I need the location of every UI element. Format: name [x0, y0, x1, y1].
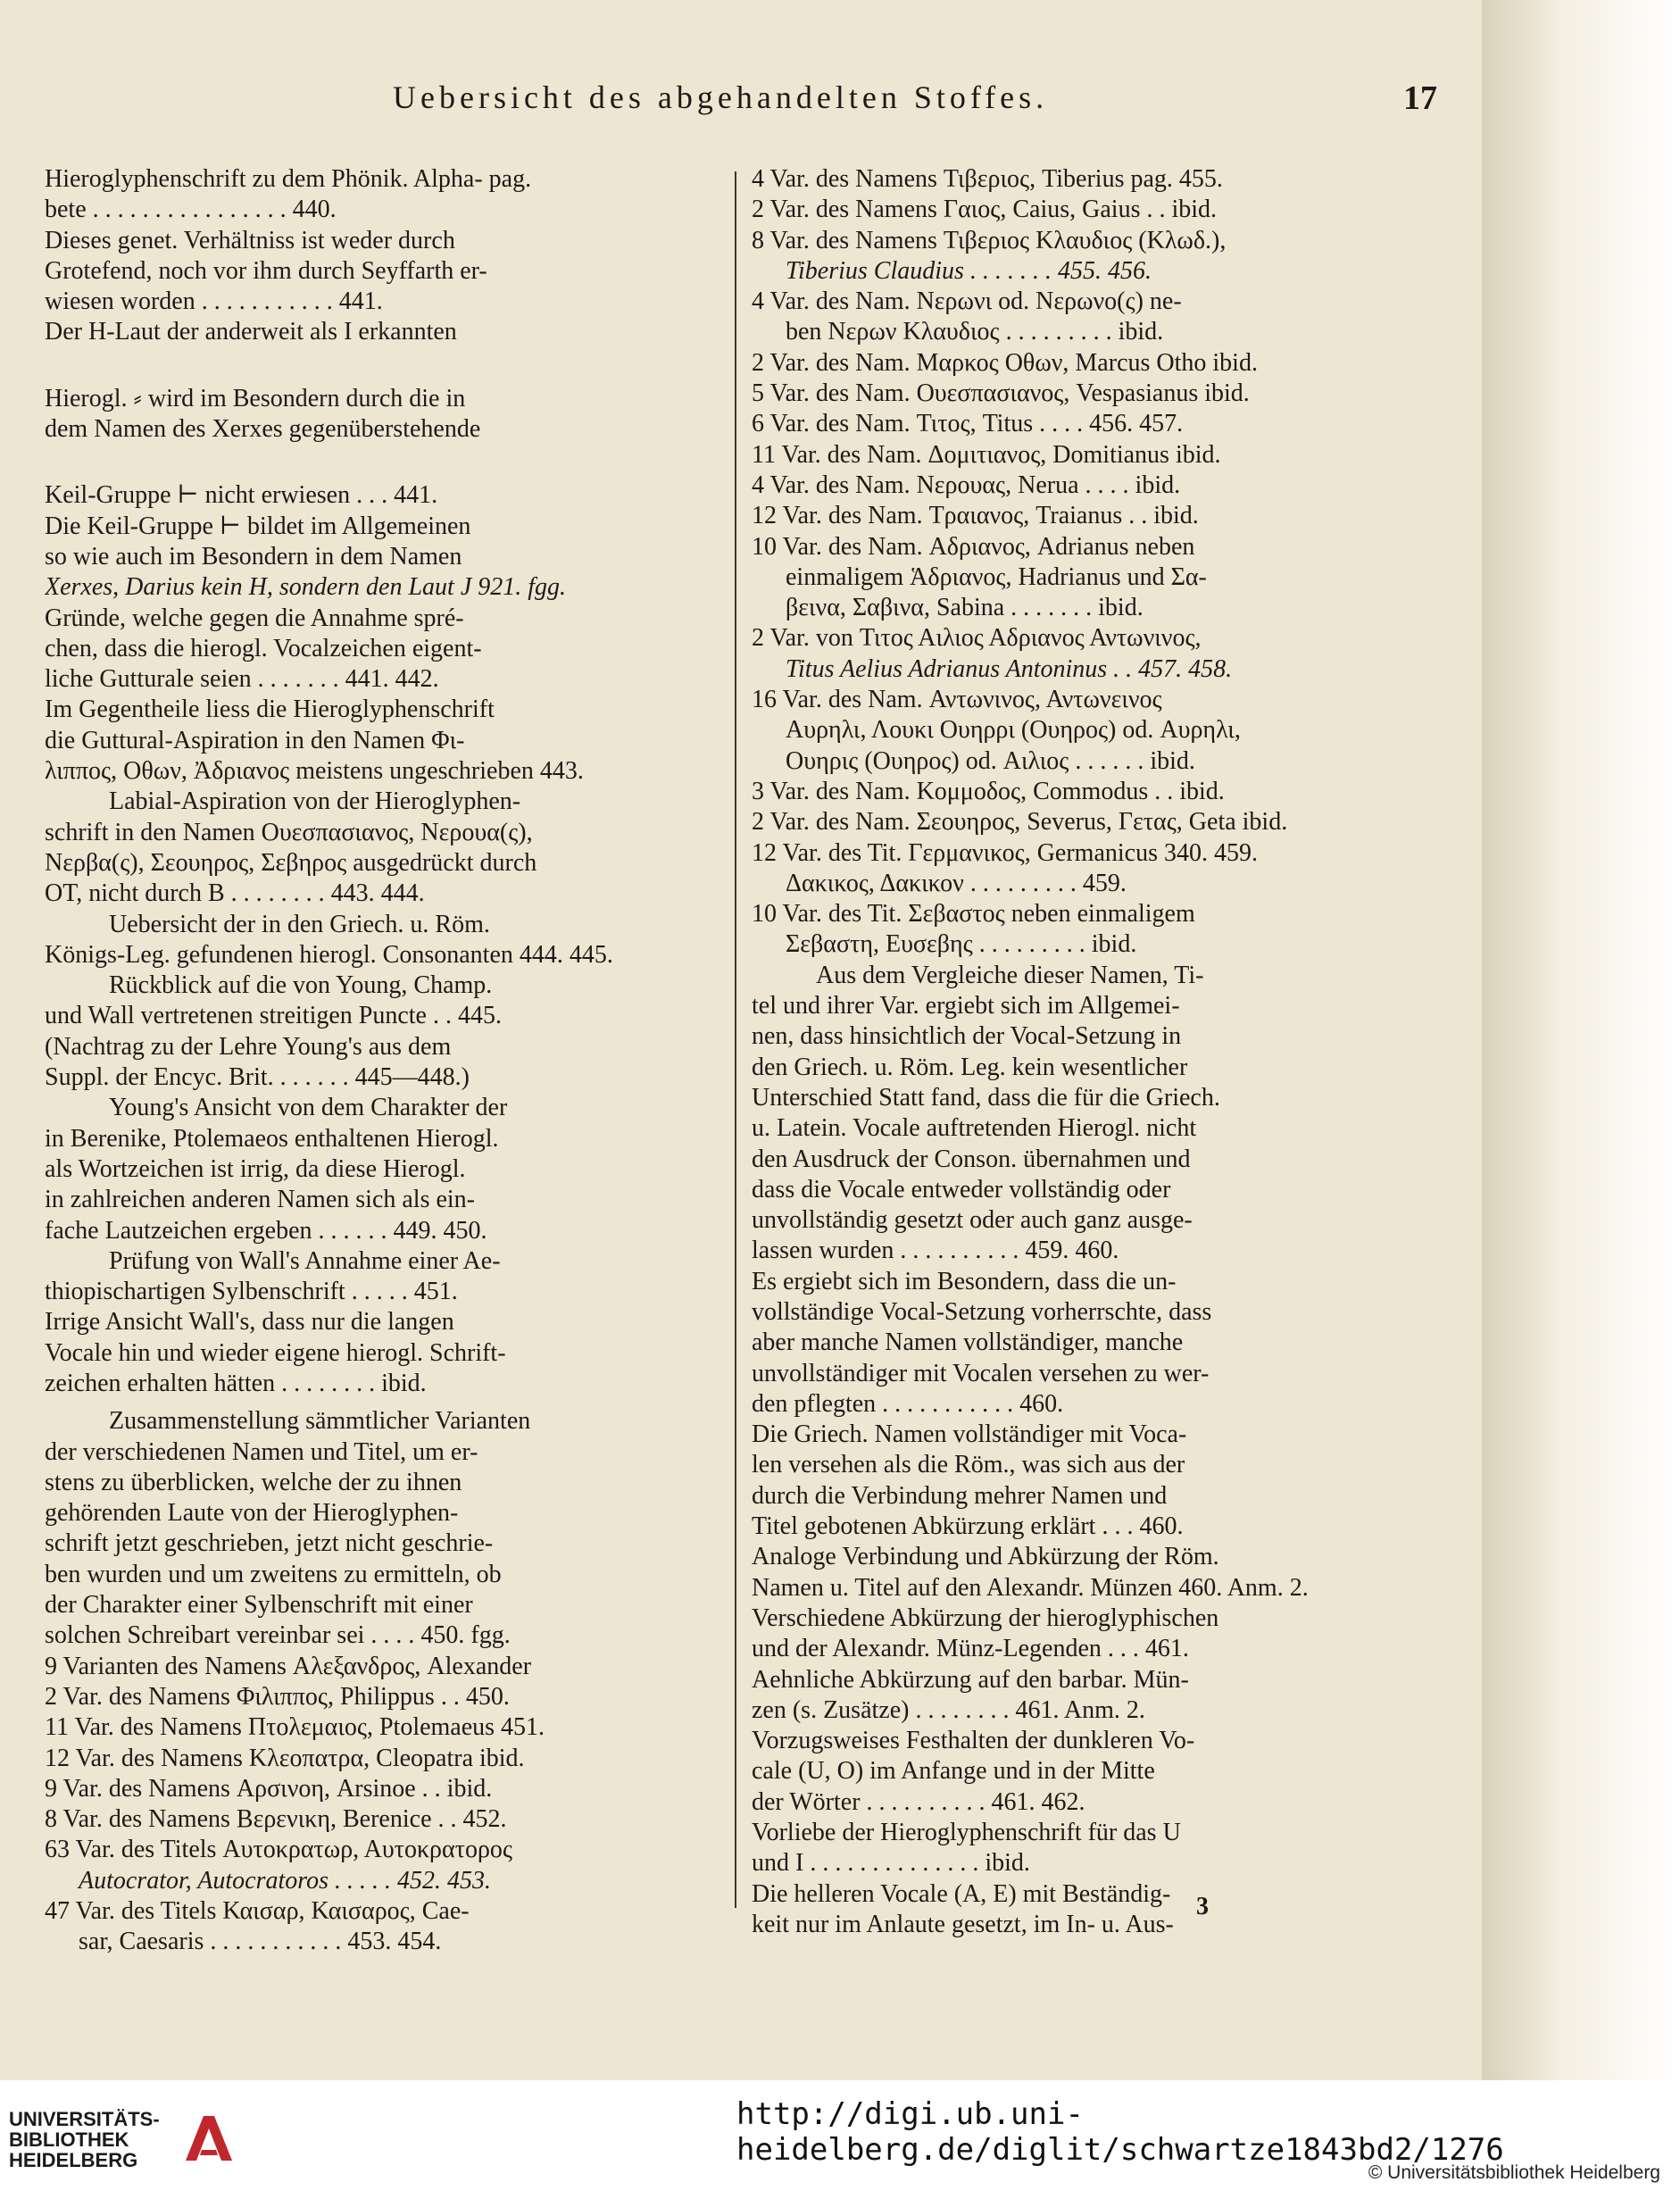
text-line: 9 Var. des Namens Αρσινοη, Arsinoe . . ibid. [45, 1774, 493, 1803]
text-line: die Guttural-Aspiration in den Namen Φι- [45, 726, 465, 754]
library-logo[interactable] [9, 2105, 277, 2195]
text-line: 12 Var. des Namens Κλεοπατρα, Cleopatra ibid. [45, 1744, 525, 1772]
text-line: Autocrator, Autocratoros . . . . . 452. 453. [79, 1866, 492, 1895]
text-line: 12 Var. des Nam. Τραιανος, Traianus . . ibid. [752, 502, 1199, 530]
text-line: βεινα, Σαβινα, Sabina . . . . . . . ibid. [786, 594, 1144, 622]
text-line: OT, nicht durch B . . . . . . . . 443. 444. [45, 879, 425, 908]
text-line: bete . . . . . . . . . . . . . . . . 440. [45, 196, 337, 224]
text-line: 10 Var. des Tit. Σεβαστος neben einmaligem [752, 900, 1195, 929]
text-line: Im Gegentheile liess die Hieroglyphenschrift [45, 696, 495, 724]
text-line: Suppl. der Encyc. Brit. . . . . . . 445—448.) [45, 1063, 470, 1092]
permalink-url[interactable]: http://digi.ub.uni-heidelberg.de/diglit/schwartze1843bd2/1276 [736, 2096, 1504, 2168]
text-line: 8 Var. des Namens Τιβεριος Κλαυδιος (Κλωδ.), [752, 226, 1227, 254]
text-line: Prüfung von Wall's Annahme einer Ae- [109, 1246, 501, 1275]
text-line: wiesen worden . . . . . . . . . . . 441. [45, 287, 383, 316]
text-line: der verschiedenen Namen und Titel, um er- [45, 1437, 478, 1466]
text-line: sar, Caesaris . . . . . . . . . . . 453. 454. [79, 1928, 442, 1956]
text-line: unvollständig gesetzt oder auch ganz ausge- [752, 1206, 1193, 1235]
text-line: Young's Ansicht von dem Charakter der [109, 1094, 508, 1122]
text-line: so wie auch im Besondern in dem Namen [45, 542, 462, 571]
text-line: einmaligem Ἁδριανος, Hadrianus und Σα- [786, 562, 1207, 591]
logo-line: UNIVERSITÄTS- [9, 2108, 160, 2130]
text-line: Die Griech. Namen vollständiger mit Voca- [752, 1420, 1187, 1449]
text-line: Hieroglyphenschrift zu dem Phönik. Alpha- pag. [45, 165, 532, 193]
text-line: der Wörter . . . . . . . . . . 461. 462. [752, 1787, 1085, 1816]
text-line: keit nur im Anlaute gesetzt, im In- u. Aus- [752, 1910, 1174, 1938]
text-line: gehörenden Laute von der Hieroglyphen- [45, 1499, 459, 1528]
text-line: thiopischartigen Sylbenschrift . . . . . 451. [45, 1278, 458, 1306]
text-line: der Charakter einer Sylbenschrift mit einer [45, 1591, 473, 1620]
text-line: Vocale hin und wieder eigene hierogl. Schrift- [45, 1338, 506, 1367]
text-line: als Wortzeichen ist irrig, da diese Hierogl. [45, 1154, 466, 1183]
text-line: Rückblick auf die von Young, Champ. [109, 971, 493, 1000]
text-line: Zusammenstellung sämmtlicher Varianten [109, 1407, 531, 1436]
text-line: schrift jetzt geschrieben, jetzt nicht geschrie- [45, 1529, 494, 1558]
text-line: 16 Var. des Nam. Αντωνινος, Αντωνεινος [752, 686, 1162, 714]
text-line: Ουηρις (Ουηρος) od. Αιλιος . . . . . . ibid. [786, 746, 1195, 775]
text-line: tel und ihrer Var. ergiebt sich im Allgemei- [752, 992, 1180, 1020]
text-line: Titel gebotenen Abkürzung erklärt . . . 460. [752, 1512, 1184, 1541]
text-line: 11 Var. des Nam. Δομιτιανος, Domitianus ibid. [752, 440, 1221, 469]
text-line: lassen wurden . . . . . . . . . . 459. 460. [752, 1237, 1119, 1265]
text-line: 3 Var. des Nam. Κομμοδος, Commodus . . ibid. [752, 777, 1225, 805]
text-line: chen, dass die hierogl. Vocalzeichen eigent- [45, 634, 482, 662]
signature-mark: 3 [1196, 1893, 1209, 1920]
text-line: und der Alexandr. Münz-Legenden . . . 461. [752, 1635, 1189, 1663]
text-line: Aus dem Vergleiche dieser Namen, Ti- [816, 961, 1204, 989]
text-line: Xerxes, Darius kein H, sondern den Laut J 921. fgg. [45, 573, 567, 602]
spacer [45, 348, 719, 384]
text-line: 63 Var. des Titels Αυτοκρατωρ, Αυτοκρατορος [45, 1836, 513, 1864]
text-line: 6 Var. des Nam. Τιτος, Titus . . . . 456. 457. [752, 410, 1184, 438]
text-line: Titus Aelius Adrianus Antoninus . . 457. 458. [786, 654, 1233, 683]
text-line: Verschiedene Abkürzung der hieroglyphischen [752, 1603, 1219, 1632]
text-line: in Berenike, Ptolemaeos enthaltenen Hierogl. [45, 1124, 499, 1153]
text-line: Labial-Aspiration von der Hieroglyphen- [109, 787, 521, 816]
text-line: den pflegten . . . . . . . . . . . 460. [752, 1389, 1064, 1418]
text-line: ben Νερων Κλαυδιος . . . . . . . . . ibid. [786, 318, 1164, 346]
logo-line: BIBLIOTHEK [9, 2128, 129, 2151]
text-line: len versehen als die Röm., was sich aus der [752, 1451, 1185, 1479]
text-line: 2 Var. des Namens Γαιος, Caius, Gaius . . ibid. [752, 196, 1218, 224]
text-line: Namen u. Titel auf den Alexandr. Münzen 460. Anm. 2. [752, 1573, 1309, 1602]
text-line: Unterschied Statt fand, dass die für die Griech. [752, 1083, 1220, 1112]
text-line: und I . . . . . . . . . . . . . . ibid. [752, 1849, 1030, 1878]
text-line: 10 Var. des Nam. Αδριανος, Adrianus neben [752, 532, 1195, 561]
text-line: Die Keil-Gruppe ⊢ bildet im Allgemeinen [45, 512, 471, 540]
text-line: Νερβα(ς), Σεουηρος, Σεβηρος ausgedrückt durch [45, 848, 537, 877]
text-line: Aehnliche Abkürzung auf den barbar. Mün- [752, 1665, 1189, 1694]
text-line: zen (s. Zusätze) . . . . . . . . 461. Anm. 2. [752, 1695, 1145, 1724]
text-line: 11 Var. des Namens Πτολεμαιος, Ptolemaeus 451. [45, 1713, 545, 1742]
library-emblem-icon [177, 2107, 239, 2170]
text-line: 2 Var. des Namens Φιλιππος, Philippus . . 450. [45, 1682, 510, 1711]
text-line: Vorliebe der Hieroglyphenschrift für das U [752, 1819, 1181, 1847]
text-line: den Griech. u. Röm. Leg. kein wesentlicher [752, 1053, 1188, 1081]
text-line: Dieses genet. Verhältniss ist weder durch [45, 226, 455, 254]
page-number: 17 [1403, 79, 1437, 117]
text-line: (Nachtrag zu der Lehre Young's aus dem [45, 1032, 452, 1061]
spacer [45, 445, 719, 480]
text-line: Tiberius Claudius . . . . . . . 455. 456. [786, 256, 1152, 285]
text-line: durch die Verbindung mehrer Namen und [752, 1481, 1168, 1510]
right-column [752, 164, 1437, 1940]
text-line: Analoge Verbindung und Abkürzung der Röm. [752, 1543, 1219, 1571]
text-line: 2 Var. von Τιτος Αιλιος Αδριανος Αντωνινος, [752, 624, 1202, 653]
text-line: dem Namen des Xerxes gegenüberstehende [45, 415, 481, 444]
text-line: liche Gutturale seien . . . . . . . 441. 442. [45, 665, 439, 694]
text-line: Uebersicht der in den Griech. u. Röm. [109, 910, 490, 938]
text-line: Grotefend, noch vor ihm durch Seyffarth er- [45, 256, 487, 285]
text-line: Königs-Leg. gefundenen hierogl. Consonanten 444. 445. [45, 940, 613, 969]
text-line: in zahlreichen anderen Namen sich als ein- [45, 1186, 476, 1214]
viewer-footer [0, 2080, 1680, 2199]
text-line: solchen Schreibart vereinbar sei . . . . 450. fgg. [45, 1621, 511, 1650]
text-line: Vorzugsweises Festhalten der dunkleren Vo- [752, 1727, 1195, 1755]
copyright-notice: © Universitätsbibliothek Heidelberg [1368, 2162, 1660, 2183]
text-line: Der H-Laut der anderweit als I erkannten [45, 318, 457, 346]
text-line: 4 Var. des Nam. Νερωνι od. Νερωνο(ς) ne- [752, 287, 1182, 316]
text-line: unvollständiger mit Vocalen versehen zu wer- [752, 1359, 1210, 1387]
text-line: Δακικος, Δακικον . . . . . . . . . 459. [786, 869, 1127, 897]
text-line: u. Latein. Vocale auftretenden Hierogl. nicht [752, 1114, 1197, 1143]
text-line: Αυρηλι, Λουκι Ουηρρι (Ουηρος) od. Αυρηλι, [786, 716, 1241, 745]
text-line: vollständige Vocal-Setzung vorherrschte, dass [752, 1297, 1212, 1326]
text-line: und Wall vertretenen streitigen Puncte . . 445. [45, 1002, 502, 1030]
text-line: nen, dass hinsichtlich der Vocal-Setzung in [752, 1022, 1182, 1051]
text-line: 12 Var. des Tit. Γερμανικος, Germanicus 340. 459. [752, 838, 1258, 867]
running-title: Uebersicht des abgehandelten Stoffes. [393, 79, 1049, 115]
page-header [45, 79, 1437, 123]
text-line: 47 Var. des Titels Καισαρ, Καισαρος, Cae- [45, 1897, 470, 1926]
column-divider [735, 171, 736, 1908]
text-line: 9 Varianten des Namens Αλεξανδρος, Alexander [45, 1652, 532, 1680]
text-line: 5 Var. des Nam. Ουεσπασιανος, Vespasianus ibid. [752, 379, 1250, 408]
text-line: 4 Var. des Namens Τιβεριος, Tiberius pag. 455. [752, 165, 1223, 193]
text-line: Keil-Gruppe ⊢ nicht erwiesen . . . 441. [45, 481, 438, 510]
text-line: 2 Var. des Nam. Μαρκος Οθων, Marcus Otho ibid. [752, 348, 1258, 377]
text-line: Σεβαστη, Ευσεβης . . . . . . . . . ibid. [786, 930, 1137, 959]
text-line: 8 Var. des Namens Βερενικη, Berenice . . 452. [45, 1805, 507, 1834]
text-line: stens zu überblicken, welche der zu ihnen [45, 1468, 462, 1496]
text-line: ben wurden und um zweitens zu ermitteln, ob [45, 1560, 502, 1588]
logo-line: HEIDELBERG [9, 2149, 138, 2171]
paper-edge [1482, 0, 1680, 2080]
text-line: schrift in den Namen Ουεσπασιανος, Νερουα(ς), [45, 818, 533, 846]
text-line: Gründe, welche gegen die Annahme spré- [45, 604, 464, 632]
text-line: zeichen erhalten hätten . . . . . . . . ibid. [45, 1369, 427, 1397]
text-line: den Ausdruck der Conson. übernahmen und [752, 1145, 1191, 1173]
logo-text [9, 2109, 160, 2170]
text-line: Hierogl. ⸗ wird im Besondern durch die in [45, 384, 466, 412]
text-line: cale (U, O) im Anfange und in der Mitte [752, 1757, 1155, 1786]
text-line: Die helleren Vocale (A, E) mit Beständig- [752, 1879, 1171, 1908]
text-line: fache Lautzeichen ergeben . . . . . . 449. 450. [45, 1216, 487, 1245]
text-line: 4 Var. des Nam. Νερουας, Nerua . . . . ibid. [752, 471, 1181, 499]
left-column [45, 164, 719, 1958]
text-line: Irrige Ansicht Wall's, dass nur die langen [45, 1308, 454, 1337]
text-line: dass die Vocale entweder vollständig oder [752, 1175, 1171, 1204]
text-line: aber manche Namen vollständiger, manche [752, 1329, 1184, 1357]
text-line: λιππος, Οθων, Ἀδριανος meistens ungeschrieben 443. [45, 757, 584, 786]
text-line: 2 Var. des Nam. Σεουηρος, Severus, Γετας, Geta ibid. [752, 808, 1288, 837]
text-line: Es ergiebt sich im Besondern, dass die un- [752, 1267, 1177, 1295]
